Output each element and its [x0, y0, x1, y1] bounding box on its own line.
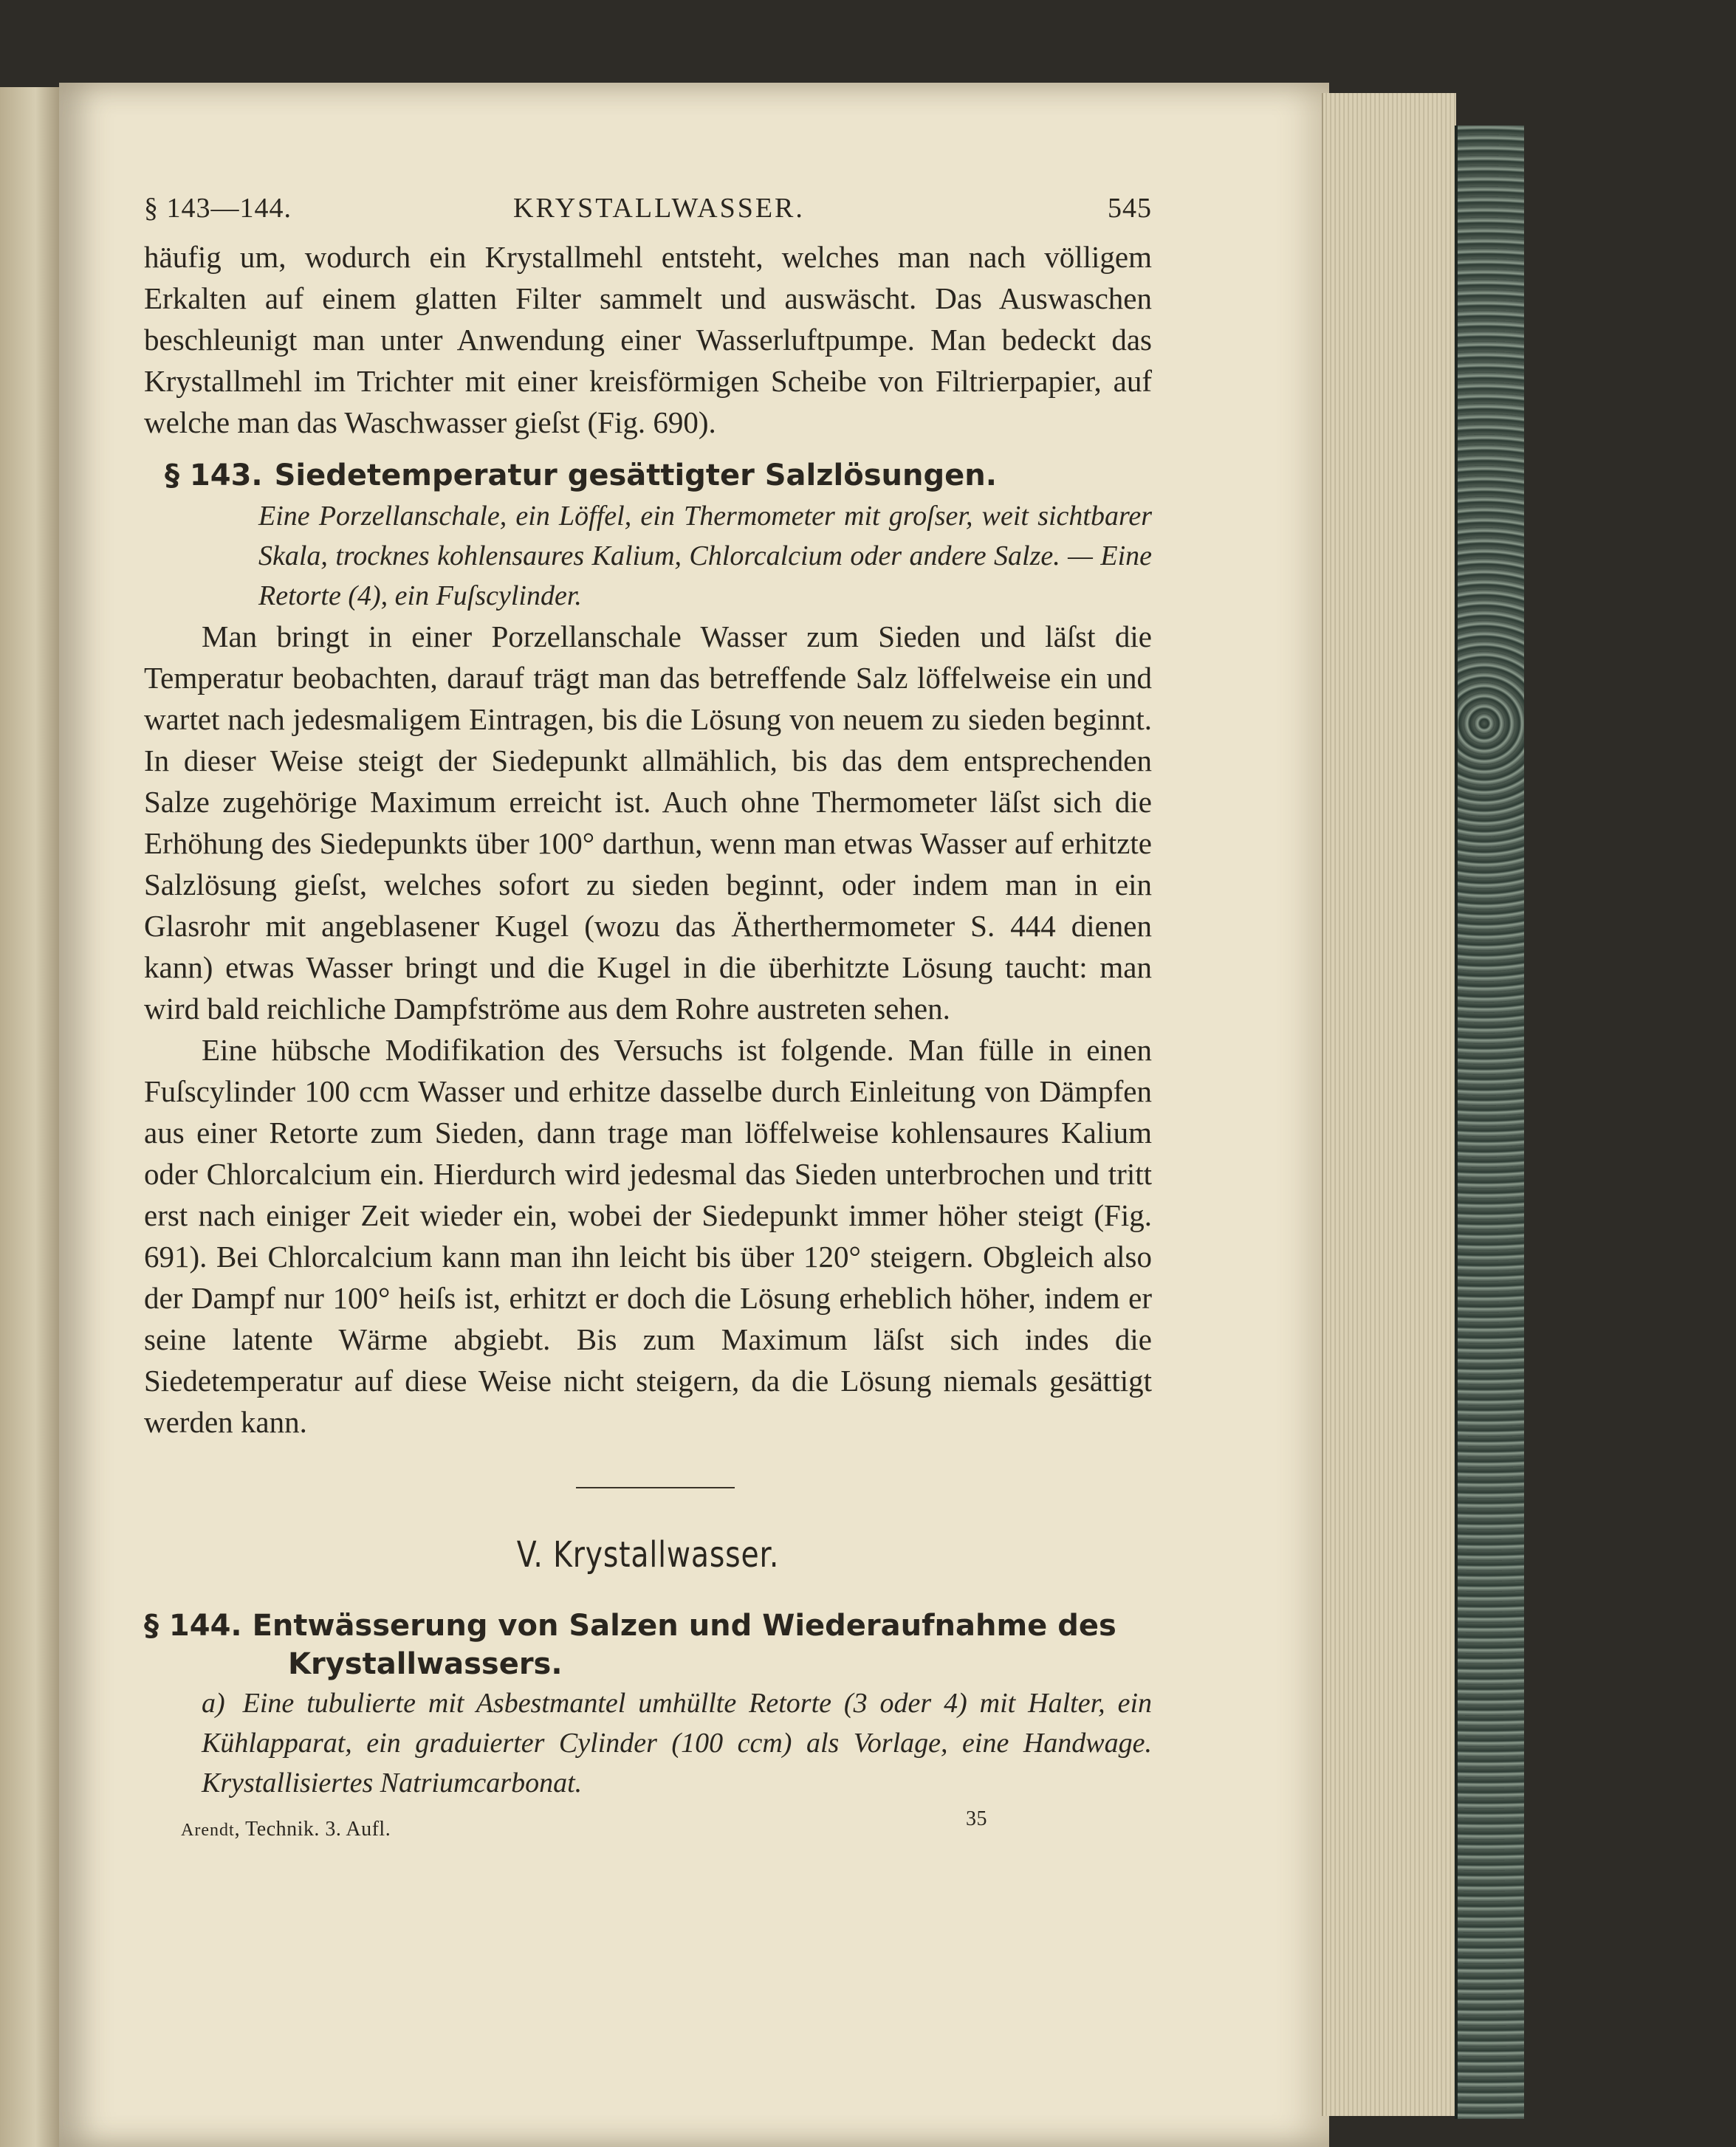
header-title: KRYSTALLWASSER. [513, 193, 805, 224]
section-144-title-line2: Krystallwassers. [288, 1647, 563, 1681]
section-143-heading [144, 455, 1152, 496]
section-143-materials: Eine Porzellanschale, ein Löffel, ein Thermometer mit groſser, weit sichtbarer Skala, trocknes kohlensaures Kalium, Chlorcalcium oder andere Salze. — Eine Retorte (4), ein Fuſscylinder. [258, 501, 1152, 611]
page-content [144, 192, 1152, 1844]
page-edges [1322, 93, 1456, 2116]
section-144-materials-text: Eine tubulierte mit Asbestmantel umhüllte Retorte (3 oder 4) mit Halter, ein Kühlapparat, ein graduierter Cylinder (100 ccm) als Vorlage, eine Handwage. Krystallisiertes Natriumcarbonat. [202, 1688, 1152, 1799]
section-143-paragraph-1: Man bringt in einer Porzellanschale Wasser zum Sieden und läſst die Temperatur beobachten, darauf trägt man das betreffende Salz löffelweise ein und wartet nach jedesmaligem Eintragen, bis die Lösung von neuem zu sieden beginnt. In dieser Weise steigt der Siedepunkt allmählich, bis das dem entsprechenden Salze zugehörige Maximum erreicht ist. Auch ohne Thermometer läſst sich die Erhöhung des Siedepunkts über 100° darthun, wenn man etwas Wasser auf erhitzte Salzlösung gieſst, welches sofort zu sieden beginnt, oder indem man in ein Glasrohr mit angeblasener Kugel (wozu das Ätherthermometer S. 444 dienen kann) etwas Wasser bringt und die Kugel in die überhitzte Lösung taucht: man wird bald reichliche Dampfströme aus dem Rohre austreten sehen. [144, 619, 1152, 1026]
book-signature [181, 1818, 391, 1841]
materials-label: a) [202, 1688, 225, 1719]
page-number: 545 [1108, 193, 1152, 224]
signature-number: 35 [966, 1807, 987, 1830]
continuation-paragraph: häufig um, wodurch ein Krystallmehl entsteht, welches man nach völligem Erkalten auf einem glatten Filter sammelt und auswäscht. Das Auswaschen beschleunigt man unter Anwendung einer Wasserluftpumpe. Man bedeckt das Krystallmehl im Trichter mit einer kreisförmigen Scheibe von Filtrierpapier, auf welche man das Waschwasser gieſst (Fig. 690). [144, 240, 1152, 439]
chapter-title: V. Krystallwasser. [516, 1534, 780, 1576]
section-144-heading [144, 1607, 1152, 1683]
section-144-number: § 144. [144, 1609, 242, 1643]
header-section-range: § 143—144. [144, 193, 292, 224]
page-footer [144, 1807, 1152, 1844]
author-name: Arendt [181, 1821, 235, 1840]
book-title: , Technik. 3. Aufl. [234, 1818, 391, 1841]
left-page-edge [0, 87, 59, 2147]
section-144-materials [202, 1683, 1152, 1803]
section-144-title-line1: Entwässerung von Salzen und Wiederaufnahme des [252, 1609, 1116, 1643]
marbled-cover [1455, 126, 1524, 2119]
section-143-number: § 143. [165, 458, 263, 492]
section-143-paragraph-2: Eine hübsche Modifikation des Versuchs ist folgende. Man fülle in einen Fuſscylinder 100 ccm Wasser und erhitze dasselbe durch Einleitung von Dämpfen aus einer Retorte zum Sieden, dann trage man löffelweise kohlensaures Kalium oder Chlorcalcium ein. Hierdurch wird jedesmal das Sieden unterbrochen und tritt erst nach einiger Zeit wieder ein, wobei der Siedepunkt immer höher steigt (Fig. 691). Bei Chlorcalcium kann man ihn leicht bis über 120° steigern. Obgleich also der Dampf nur 100° heiſs ist, erhitzt er doch die Lösung erheblich höher, indem er seine latente Wärme abgiebt. Bis zum Maximum läſst sich indes die Siedetemperatur auf diese Weise nicht steigern, da die Lösung niemals gesättigt werden kann. [144, 1033, 1152, 1439]
divider-rule [576, 1487, 735, 1488]
running-head [144, 192, 1152, 236]
section-143-title: Siedetemperatur gesättigter Salzlösungen. [274, 458, 997, 492]
